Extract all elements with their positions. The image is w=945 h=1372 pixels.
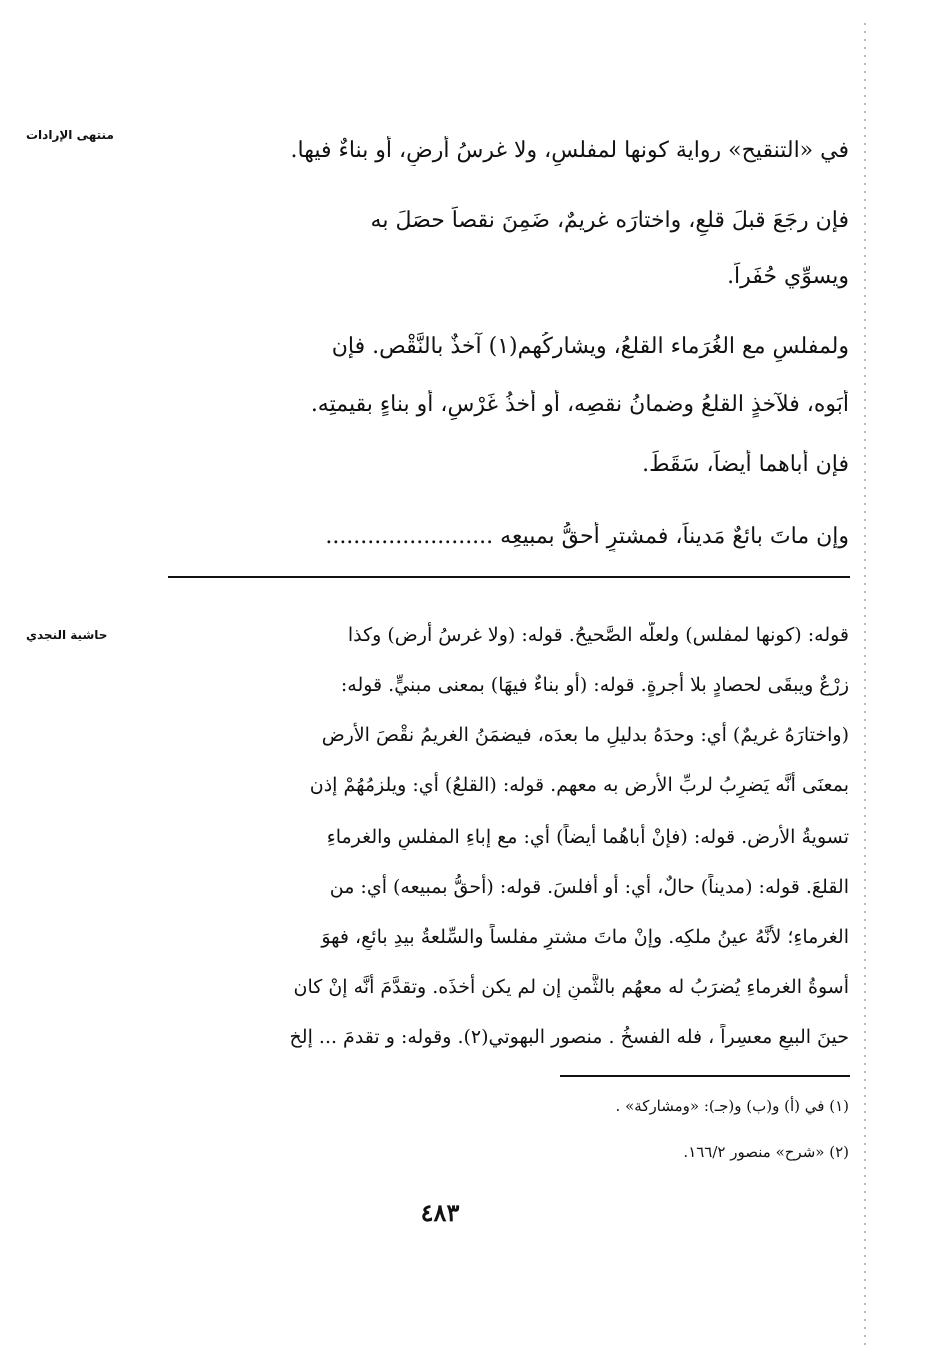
side-label-muntaha: منتهى الإرادات — [26, 128, 114, 142]
side-label-hashiya: حاشية النجدي — [26, 628, 108, 642]
commentary-line: قوله: (كونها لمفلس) ولعلَّه الصَّحيحُ. قوله: (ولا غرسُ أرض) وكذا — [347, 624, 849, 646]
footnote: (١) في (أ) و(ب) و(جـ): «ومشاركة» . — [615, 1097, 849, 1115]
commentary-line: بمعنَى أنَّه يَضرِبُ لربِّ الأرضِ به معهم. قوله: (القلعُ) أي: ويلزمُهُمْ إذن — [309, 774, 849, 796]
main-line: فإن أباهما أيضاً، سَقَطَ. — [642, 452, 849, 477]
main-line: ولمفلسٍ مع الغُرَماء القلعُ، ويشاركُهم(١) آخذٌ بالنَّقْص. فإن — [331, 334, 849, 359]
main-line: أبَوه، فلآخذٍ القلعُ وضمانُ نقصِه، أو أخذُ غَرْسٍ، أو بناءٍ بقيمتِه. — [310, 392, 849, 417]
commentary-line: حينَ البيعِ معسِراً ، فله الفسخُ . منصور البهوتي(٢). وقوله: و تقدمَ ... إلخ — [289, 1026, 849, 1048]
commentary-line: الغرماءِ؛ لأنَّهُ عينُ ملكِه. وإنْ ماتَ مشترٍ مفلساً والسِّلعةُ بيدِ بائعٍ، فهوَ — [321, 926, 849, 948]
commentary-line: تسويةُ الأرضِ. قوله: (فإنْ أباهُما أيضاً) أي: مع إباءِ المفلسِ والغرماءِ — [326, 826, 849, 848]
main-line: فإن رجَعَ قبلَ قلعٍ، واختارَه غريمٌ، ضَمِنَ نقصاً حصَلَ به — [370, 208, 849, 233]
main-line: ويسوِّي حُفَراً. — [727, 264, 849, 289]
main-line: وإن ماتَ بائعٌ مَديناً، فمشترٍ أحقُّ بمبيعِه ........................ — [325, 524, 849, 549]
margin-dotted-line — [864, 20, 866, 1350]
footnote-divider — [560, 1075, 850, 1077]
section-divider — [168, 576, 850, 578]
commentary-line: القلعَ. قوله: (مديناً) حالٌ، أي: أو أفلسَ. قوله: (أحقُّ بمبيعه) أي: من — [329, 876, 849, 898]
commentary-line: أسوةُ الغرماءِ يُضرَبُ له معهُم بالثَّمنِ إن لم يكن أخذَه. وتقدَّمَ أنَّه إنْ كان — [293, 976, 849, 998]
footnote: (٢) «شرح» منصور ١٦٦/٢. — [683, 1143, 849, 1161]
page-number: ٤٨٣ — [420, 1198, 460, 1227]
commentary-line: زرْعٌ ويبقَى لحصادٍ بلا أجرةٍ. قوله: (أو بناءٌ فيهَا) بمعنى مبنيٍّ. قوله: — [340, 674, 849, 696]
main-line: في «التنقيح» رواية كونها لمفلسٍ، ولا غرسُ أرضٍ، أو بناءٌ فيها. — [290, 138, 849, 163]
commentary-line: (واختارَهُ غريمٌ) أي: وحدَهُ بدليلِ ما بعدَه، فيضمَنُ الغريمُ نقْصَ الأرضِ — [321, 724, 849, 746]
